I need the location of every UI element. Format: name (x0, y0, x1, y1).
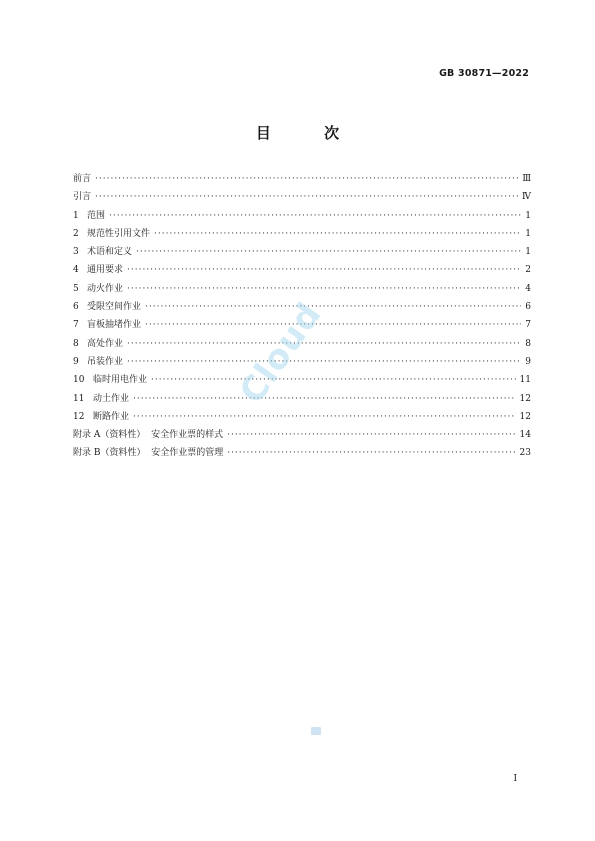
toc-leader-dots (136, 243, 521, 261)
toc-leader-dots (145, 298, 521, 316)
toc-entry-page: 1 (525, 247, 531, 258)
toc-entry-3[interactable] (73, 243, 531, 261)
toc-entry-11[interactable] (73, 390, 531, 408)
toc-entry-label: 引言 (73, 192, 92, 203)
toc-entry-page: 6 (525, 302, 531, 313)
toc-entry-page: 9 (525, 356, 531, 367)
toc-leader-dots (151, 371, 516, 389)
toc-entry-appendix-b[interactable] (73, 444, 531, 462)
toc-entry-page: 12 (519, 411, 531, 422)
toc-entry-page: 11 (519, 375, 531, 386)
toc-entry-1[interactable] (73, 207, 531, 225)
toc-entry-5[interactable] (73, 280, 531, 298)
toc-entry-number: 1 (73, 210, 79, 221)
toc-entry-label: 盲板抽堵作业 (87, 320, 142, 331)
toc-leader-dots (95, 188, 518, 206)
page-number: I (513, 774, 517, 784)
toc-leader-dots (133, 408, 516, 426)
toc-entry-appendix-a[interactable] (73, 426, 531, 444)
standard-code: GB 30871—2022 (439, 68, 529, 79)
toc-entry-label: 受限空间作业 (87, 302, 142, 313)
toc-entry-4[interactable] (73, 261, 531, 279)
toc-entry-label: 动土作业 (93, 393, 130, 404)
toc-leader-dots (95, 170, 518, 188)
toc-entry-number: 10 (73, 375, 85, 386)
toc-entry-number: 11 (73, 393, 85, 404)
toc-leader-dots (127, 261, 521, 279)
toc-entry-label: 动火作业 (87, 283, 124, 294)
toc-leader-dots (127, 280, 521, 298)
toc-entry-page: Ⅳ (522, 192, 531, 203)
toc-entry-label: 高处作业 (87, 338, 124, 349)
toc-entry-12[interactable] (73, 408, 531, 426)
toc-entry-number: 3 (73, 247, 79, 258)
toc-leader-dots (145, 316, 521, 334)
toc-entry-label: 吊装作业 (87, 356, 124, 367)
toc-entry-number: 4 (73, 265, 79, 276)
toc-entry-label: 规范性引用文件 (87, 228, 151, 239)
toc-entry-label: 临时用电作业 (93, 375, 148, 386)
toc-entry-label: 术语和定义 (87, 247, 133, 258)
toc-entry-label: 断路作业 (93, 411, 130, 422)
toc-entry-page: 2 (525, 265, 531, 276)
toc-entry-number: 12 (73, 411, 85, 422)
toc-entry-10[interactable] (73, 371, 531, 389)
toc-entry-number: 6 (73, 302, 79, 313)
toc-entry-2[interactable] (73, 225, 531, 243)
toc-leader-dots (127, 353, 521, 371)
toc-entry-page: 7 (525, 320, 531, 331)
toc-entry-number: 8 (73, 338, 79, 349)
toc-entry-preface[interactable] (73, 170, 531, 188)
toc-leader-dots (127, 335, 521, 353)
toc-entry-page: 1 (525, 210, 531, 221)
toc-entry-page: 8 (525, 338, 531, 349)
toc-entry-introduction[interactable] (73, 188, 531, 206)
page-title: 目 次 (255, 124, 364, 142)
decorative-mark-icon (311, 727, 321, 735)
toc-entry-page: 12 (519, 393, 531, 404)
toc-entry-number: 5 (73, 283, 79, 294)
toc-entry-page: 14 (519, 430, 531, 441)
toc-leader-dots (154, 225, 521, 243)
toc-entry-number: 2 (73, 228, 79, 239)
toc-entry-label: 通用要求 (87, 265, 124, 276)
toc-leader-dots (227, 426, 515, 444)
toc-entry-page: 1 (525, 228, 531, 239)
toc-entry-label: 附录 A（资料性） 安全作业票的样式 (73, 430, 224, 441)
toc-leader-dots (227, 444, 515, 462)
toc-leader-dots (109, 207, 521, 225)
toc-entry-label: 附录 B（资料性） 安全作业票的管理 (73, 448, 224, 459)
toc-entry-label: 前言 (73, 174, 92, 184)
toc-entry-page: 4 (525, 283, 531, 294)
toc-entry-page: Ⅲ (522, 174, 531, 184)
watermark: Cloud (232, 295, 330, 411)
toc-entry-label: 范围 (87, 210, 106, 221)
toc-entry-number: 7 (73, 320, 79, 331)
toc-entry-page: 23 (519, 448, 531, 459)
toc-entry-number: 9 (73, 356, 79, 367)
toc-leader-dots (133, 390, 516, 408)
